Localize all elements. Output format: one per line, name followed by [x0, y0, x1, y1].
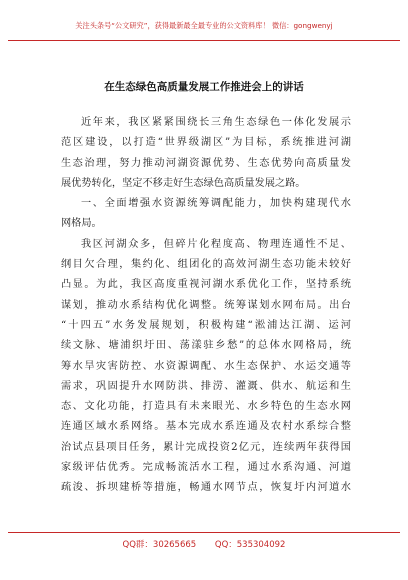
paragraph-line: 纲目欠合理，集约化、组团化的高效河湖生态功能未较好	[61, 259, 351, 271]
paragraph-line: 疏浚、拆坝建桥等措施，畅通水网节点，恢复圩内河道水	[61, 482, 351, 494]
footer-divider	[8, 532, 400, 533]
header-divider	[8, 40, 400, 41]
document-body	[61, 113, 351, 499]
paragraph-line: 家级评估优秀。完成畅流活水工程，通过水系沟通、河道	[61, 462, 351, 474]
paragraph-line: 近年来，我区紧紧围绕长三角生态绿色一体化发展示	[81, 117, 351, 128]
paragraph-line: 需求，巩固提升水网防洪、排涝、灌溉、供水、航运和生	[61, 380, 351, 392]
section-heading-line: 网格局。	[61, 218, 102, 230]
paragraph-line: 凸显。为此，我区高度重视河湖水系优化工作，坚持系统	[61, 279, 351, 291]
paragraph-line: 治试点县项目任务，累计完成投资2亿元，连续两年获得国	[61, 441, 351, 453]
paragraph-line: 生态治理，努力推动河湖资源优势、生态优势向高质量发	[61, 157, 351, 169]
paragraph-line: “十四五”水务发展规划，积极构建“淞浦达江湖、运河	[61, 319, 351, 331]
paragraph-line: 筹水旱灾害防控、水资源调配、水生态保护、水运交通等	[61, 360, 351, 372]
section-heading-line: 一、全面增强水资源统筹调配能力，加快构建现代水	[81, 198, 351, 210]
header-note: 关注头条号“公文研究”，获得最新最全最专业的公文资料库！ 微信：gongwenyj	[75, 21, 333, 30]
footer-qq-group: QQ群：30265665	[122, 540, 197, 550]
footer-qq: QQ：535304092	[214, 540, 286, 550]
paragraph-line: 续文脉、塘浦织圩田、荡漾驻乡愁”的总体水网格局，统	[61, 340, 351, 352]
footer-contacts	[0, 538, 408, 550]
paragraph-line: 范区建设，以打造“世界级湖区”为目标，系统推进河湖	[61, 137, 351, 149]
paragraph-line: 谋划，推动水系结构优化调整。统筹谋划水网布局。出台	[61, 299, 351, 311]
paragraph-line: 展优势转化，坚定不移走好生态绿色高质量发展之路。	[61, 177, 306, 189]
document-title: 在生态绿色高质量发展工作推进会上的讲话	[104, 81, 304, 93]
paragraph-line: 我区河湖众多，但碎片化程度高、物理连通性不足、	[81, 238, 351, 250]
paragraph-line: 连通区域水系网络。基本完成水系连通及农村水系综合整	[61, 421, 351, 433]
paragraph-line: 态、文化功能，打造具有未来眼光、水乡特色的生态水网	[61, 401, 351, 413]
